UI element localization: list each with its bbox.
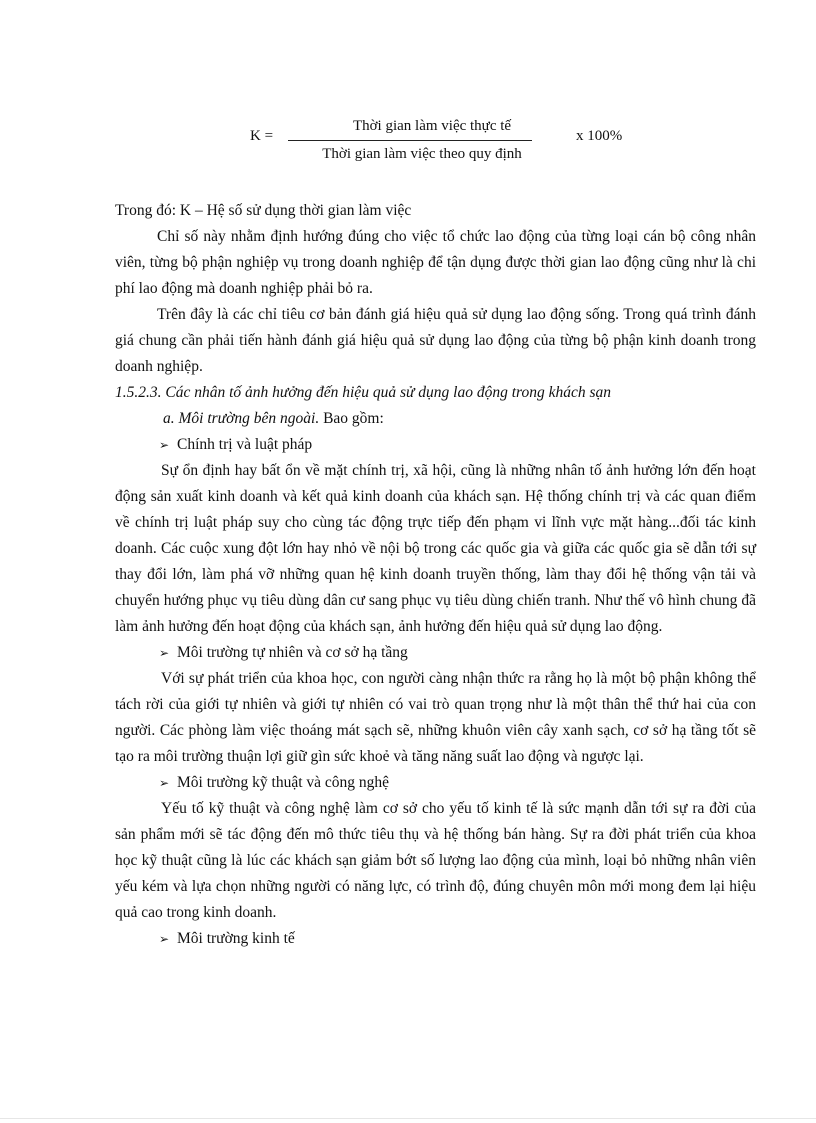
document-body [115, 198, 756, 952]
bullet-label: Chính trị và luật pháp [177, 436, 313, 453]
formula-lhs: K = [250, 128, 274, 144]
bullet-label: Môi trường kinh tế [177, 930, 295, 947]
paragraph-5: Yếu tố kỹ thuật và công nghệ làm cơ sở cho yếu tố kinh tế là sức mạnh dẫn tới sự ra đời của sản phẩm mới sẽ tác động đến mô thức tiêu thụ và hệ thống bán hàng. Sự ra đời phát triển của khoa học kỹ thuật cũng là lúc các khách sạn giảm bớt số lượng lao động của mình, loại bỏ những nhân viên yếu kém và lựa chọn những người có năng lực, có trình độ, đúng chuyên môn mới mong đem lại hiệu quả cao trong kinh doanh. [115, 800, 756, 921]
fraction-bar [288, 140, 532, 141]
paragraph-4: Với sự phát triển của khoa học, con người càng nhận thức ra rằng họ là một bộ phận không thể tách rời của giới tự nhiên và giới tự nhiên có vai trò quan trọng như là một thân thể thứ hai của con người. Các phòng làm việc thoáng mát sạch sẽ, những khuôn viên cây xanh sạch, cơ sở hạ tầng tốt sẽ tạo ra môi trường thuận lợi giữ gìn sức khoẻ và tăng năng suất lao động và ngược lại. [115, 670, 756, 765]
section-heading: 1.5.2.3. Các nhân tố ảnh hưởng đến hiệu quả sử dụng lao động trong khách sạn [115, 384, 612, 401]
where-line: Trong đó: K – Hệ số sử dụng thời gian làm việc [115, 202, 412, 219]
bullet-label: Môi trường kỹ thuật và công nghệ [177, 774, 390, 791]
subheading-rest: Bao gồm: [319, 410, 384, 427]
page-bottom-divider [0, 1118, 816, 1119]
paragraph-2: Trên đây là các chỉ tiêu cơ bản đánh giá hiệu quả sử dụng lao động sống. Trong quá trình đánh giá chung cần phải tiến hành đánh giá hiệu quả sử dụng lao động của từng bộ phận kinh doanh trong doanh nghiệp. [115, 306, 756, 375]
bullet-item [115, 770, 756, 796]
bullet-item [115, 432, 756, 458]
formula-multiplier: x 100% [576, 128, 623, 144]
formula-numerator: Thời gian làm việc thực tế [352, 118, 512, 134]
arrow-bullet-icon: ➢ [159, 932, 170, 946]
paragraph-1: Chỉ số này nhằm định hướng đúng cho việc tổ chức lao động của từng loại cán bộ công nhân viên, từng bộ phận nghiệp vụ trong doanh nghiệp để tận dụng được thời gian lao động cũng như là chi phí lao động mà doanh nghiệp phải bỏ ra. [115, 228, 756, 297]
subheading-italic: a. Môi trường bên ngoài. [163, 410, 320, 427]
arrow-bullet-icon: ➢ [159, 438, 170, 452]
bullet-item [115, 926, 756, 952]
efficiency-formula [250, 118, 650, 170]
paragraph-3: Sự ổn định hay bất ổn về mặt chính trị, xã hội, cũng là những nhân tố ảnh hưởng lớn đến hoạt động sản xuất kinh doanh và kết quả kinh doanh của khách sạn. Hệ thống chính trị và các quan điểm về chính trị luật pháp suy cho cùng tác động trực tiếp đến phạm vi lĩnh vực mặt hàng...đối tác kinh doanh. Các cuộc xung đột lớn hay nhỏ về nội bộ trong các quốc gia và giữa các quốc gia sẽ dẫn tới sự thay đổi lớn, làm phá vỡ những quan hệ kinh doanh truyền thống, làm thay đổi hệ thống vận tải và chuyển hướng phục vụ tiêu dùng dân cư sang phục vụ tiêu dùng chiến tranh. Như thế vô hình chung đã làm ảnh hưởng đến hoạt động của khách sạn, ảnh hưởng đến hiệu quả sử dụng lao động. [115, 462, 756, 635]
bullet-label: Môi trường tự nhiên và cơ sở hạ tầng [177, 644, 408, 661]
formula-denominator: Thời gian làm việc theo quy định [322, 146, 522, 162]
arrow-bullet-icon: ➢ [159, 776, 170, 790]
subheading [115, 406, 756, 432]
arrow-bullet-icon: ➢ [159, 646, 170, 660]
bullet-item [115, 640, 756, 666]
